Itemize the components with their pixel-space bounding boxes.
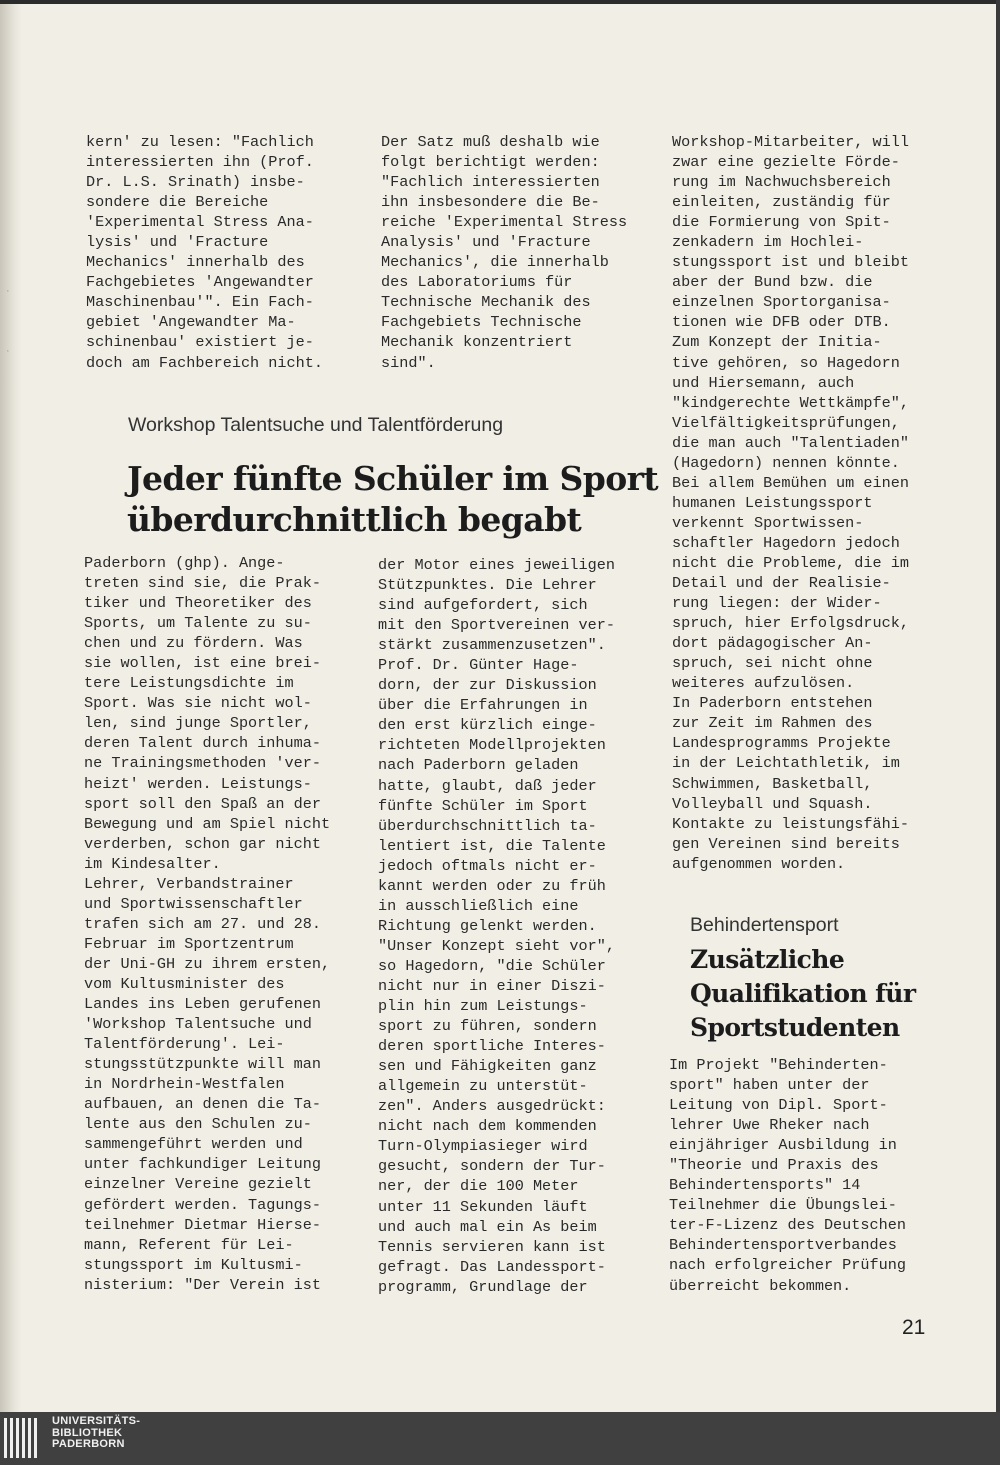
library-name-line1: UNIVERSITÄTS-: [52, 1415, 141, 1427]
article1-kicker: Workshop Talentsuche und Talentförderung: [128, 414, 504, 436]
article2-body: Im Projekt "Behinderten- sport" haben unter der Leitung von Dipl. Sport- lehrer Uwe Rheker nach einjähriger Ausbildung in "Theorie und Praxis des Behindertensports" 14 Teilnehmer die Übungslei- ter-F-Lizenz des Deutschen Behindertensportverbandes nach erfolgreicher Prüfung überreicht bekommen.: [669, 1056, 906, 1295]
page-number: 21: [902, 1316, 926, 1339]
page-spine-shadow: [0, 0, 22, 1412]
article2-kicker: Behindertensport: [690, 914, 839, 936]
margin-mark: ·: [6, 285, 10, 297]
library-name-line2: BIBLIOTHEK: [52, 1426, 123, 1439]
column2-top-text: Der Satz muß deshalb wie folgt berichtigt werden: "Fachlich interessierten ihn insbesondere die Be- reiche 'Experimental Stress Analysis' und 'Fracture Mechanics', die innerhalb des Laboratoriums für Technische Mechanik des Fachgebiets Technische Mechanik konzentriert sind".: [381, 133, 628, 372]
article1-headline: Jeder fünfte Schüler im Sport überdurchnittlich begabt: [127, 459, 659, 539]
right-border: [996, 0, 1000, 1412]
top-border: [0, 0, 1000, 4]
article1-column2: der Motor eines jeweiligen Stützpunktes. Die Lehrer sind aufgefordert, sich mit den Sportvereinen ver- stärkt zusammenzusetzen". Prof. Dr. Günter Hage- dorn, der zur Diskussion über die Erfahrungen in den erst kürzlich einge- richteten Modellprojekten nach Paderborn geladen hatte, glaubt, daß jeder fünfte Schüler im Sport überdurchschnittlich ta- lentiert ist, die Talente jedoch oftmals nicht er- kannt werden oder zu früh in ausschließlich eine Richtung gelenkt werden. "Unser Konzept sieht vor", so Hagedorn, "die Schüler nicht nur in einer Diszi- plin hin zum Leistungs- sport zu führen, sondern deren sportliche Interes- sen und Fähigkeiten ganz allgemein zu unterstüt- zen". Anders ausgedrückt: nicht nach dem kommenden Turn-Olympiasieger wird gesucht, sondern der Tur- ner, der die 100 Meter unter 11 Sekunden läuft und auch mal ein As beim Tennis servieren kann ist gefragt. Das Landessport- programm, Grundlage der: [378, 556, 615, 1296]
article1-column3: Workshop-Mitarbeiter, will zwar eine gezielte Förde- rung im Nachwuchsbereich einleiten, zuständig für die Formierung von Spit- zenkadern im Hochlei- stungssport ist und bleibt aber der Bund bzw. die einzelnen Sportorganisa- tionen wie DFB oder DTB. Zum Konzept der Initia- tive gehören, so Hagedorn und Hiersemann, auch "kindgerechte Wettkämpfe", Vielfältigkeitsprüfungen, die man auch "Talentiaden" (Hagedorn) nennen könnte. Bei allem Bemühen um einen humanen Leistungssport verkennt Sportwissen- schaftler Hagedorn jedoch nicht die Probleme, die im Detail und der Realisie- rung liegen: der Wider- spruch, hier Erfolgsdruck, dort pädagogischer An- spruch, sei nicht ohne weiteres aufzulösen. In Paderborn entstehen zur Zeit im Rahmen des Landesprogramms Projekte in der Leichtathletik, im Schwimmen, Basketball, Volleyball und Squash. Kontakte zu leistungsfähi- gen Vereinen sind bereits aufgenommen worden.: [672, 133, 909, 873]
article1-column1: Paderborn (ghp). Ange- treten sind sie, die Prak- tiker und Theoretiker des Sports, um Talente zu su- chen und zu fördern. Was sie wollen, ist eine brei- tere Leistungsdichte im Sport. Was sie nicht wol- len, sind junge Sportler, deren Talent durch inhuma- ne Trainingsmethoden 'ver- heizt' werden. Leistungs- sport soll den Spaß an der Bewegung und am Spiel nicht verderben, schon gar nicht im Kindesalter. Lehrer, Verbandstrainer und Sportwissenschaftler trafen sich am 27. und 28. Februar im Sportzentrum der Uni-GH zu ihrem ersten, vom Kultusminister des Landes ins Leben gerufenen 'Workshop Talentsuche und Talentförderung'. Lei- stungsstützpunkte will man in Nordrhein-Westfalen aufbauen, an denen die Ta- lente aus den Schulen zu- sammengeführt werden und unter fachkundiger Leitung einzelner Vereine gezielt gefördert werden. Tagungs- teilnehmer Dietmar Hierse- mann, Referent für Lei- stungssport im Kultusmi- nisterium: "Der Verein ist: [84, 554, 331, 1294]
column1-top-text: kern' zu lesen: "Fachlich interessierten ihn (Prof. Dr. L.S. Srinath) insbe- sondere die Bereiche 'Experimental Stress Ana- lysis' und 'Fracture Mechanics' innerhalb des Fachgebietes 'Angewandter Maschinenbau'". Ein Fach- gebiet 'Angewandter Ma- schinenbau' existiert je- doch am Fachbereich nicht.: [86, 133, 323, 372]
library-name: [52, 1416, 140, 1451]
library-footer: [0, 1412, 1000, 1465]
article2-headline: Zusätzliche Qualifikation für Sportstudenten: [690, 945, 916, 1042]
library-name-line3: PADERBORN: [52, 1438, 125, 1450]
library-logo-icon: [4, 1418, 42, 1458]
margin-mark: ·: [6, 345, 10, 357]
